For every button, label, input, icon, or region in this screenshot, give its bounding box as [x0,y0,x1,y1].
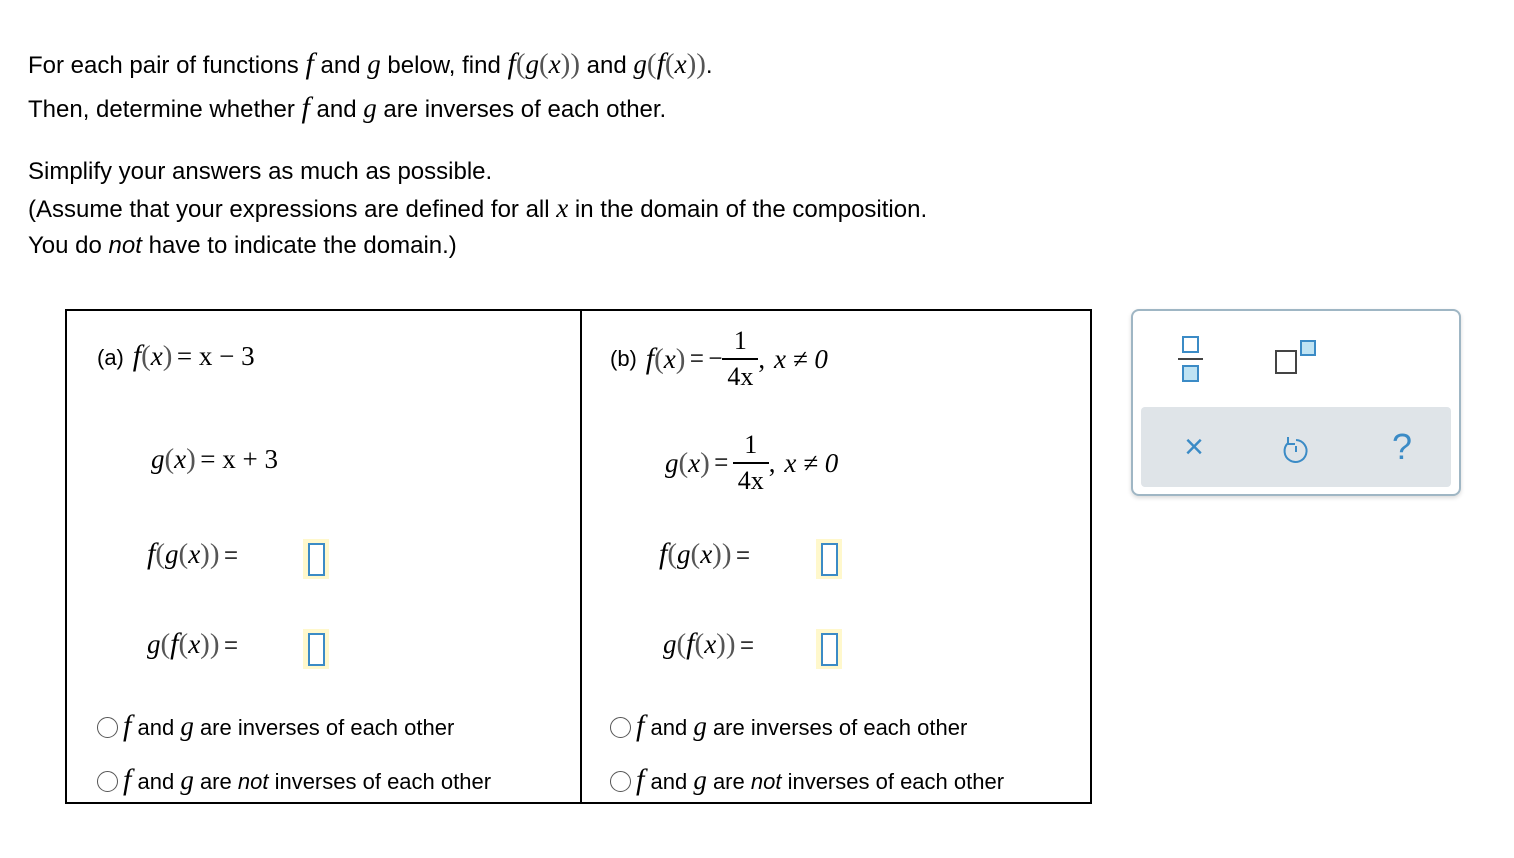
g-symbol: g [180,711,194,741]
equals-sign: = [714,449,729,476]
part-b-f-definition [610,321,828,397]
math-palette [1131,309,1461,496]
x-symbol: x [704,629,717,659]
choice-text: are inverses of each other [199,715,455,740]
g-symbol: g [151,444,165,474]
g-symbol: g [663,629,677,659]
answer-cursor-box [821,543,838,576]
instruction-text: Then, determine whether [28,96,295,123]
fraction-icon-graphic [1173,335,1207,385]
instruction-text: in the domain of the composition. [574,196,928,223]
comma: , [758,343,766,374]
undo-icon[interactable] [1279,429,1313,469]
choice-text: inverses of each other [787,769,1005,794]
paren: ) [716,628,726,660]
instruction-text: (Assume that your expressions are defined for all [28,196,550,223]
part-b-gof-answer-input[interactable] [816,629,842,669]
f-symbol: f [147,537,156,570]
x-symbol: x [663,343,676,374]
paren: ( [694,628,705,660]
part-a-radio-not-inverses[interactable] [97,771,118,792]
x-symbol: x [188,629,201,659]
instruction-text: You do [28,232,102,259]
part-a-f-definition [97,339,255,373]
instruction-line-5 [28,232,457,260]
part-a-gof-label [147,627,238,661]
paren: ( [654,342,664,375]
equals-sign: = [735,542,750,569]
paren: ( [141,340,151,372]
paren: ) [560,48,571,80]
part-b-g-condition: x ≠ 0 [784,447,839,478]
fraction-icon[interactable] [1173,335,1207,385]
part-b-g-fraction [733,431,769,495]
paren: ) [200,628,210,660]
f-symbol: f [656,47,665,80]
f-symbol: f [659,537,668,570]
answer-cursor-box [308,543,325,576]
paren: ) [675,342,686,375]
choice-text: are inverses of each other [712,715,968,740]
paren: ) [186,443,196,475]
instruction-text: are inverses of each other. [383,96,667,123]
comma: , [768,447,776,478]
part-a-fog-answer-input[interactable] [303,539,329,579]
clear-icon[interactable]: × [1184,428,1204,466]
paren: ( [690,538,701,570]
f-symbol: f [636,709,645,742]
paren: ( [155,538,166,570]
paren: ) [209,538,220,570]
x-symbol: x [556,193,569,223]
part-a-choice-not-inverses-label[interactable] [123,763,491,797]
part-a-g-definition [151,443,278,476]
choice-emphasis: not [237,769,269,794]
fraction-bar [733,462,769,464]
part-a-radio-inverses[interactable] [97,717,118,738]
answer-cursor-box [821,633,838,666]
x-symbol: x [548,49,561,79]
g-symbol: g [693,711,707,741]
choice-emphasis: not [750,769,782,794]
equals-sign: = [223,632,238,659]
f-symbol: f [686,627,695,660]
part-b-g-definition [665,425,838,501]
paren: ) [725,628,736,660]
instruction-text: below, find [387,52,501,79]
paren: ) [721,538,732,570]
instruction-emphasis: not [108,232,142,259]
fraction-denominator: 4x [727,362,754,391]
part-b-f-condition: x ≠ 0 [774,343,828,374]
instruction-text: For each pair of functions [28,52,299,79]
paren: ) [700,446,710,479]
part-b-radio-inverses[interactable] [610,717,631,738]
part-a-gof-answer-input[interactable] [303,629,329,669]
choice-text: and [650,769,688,794]
paren: ( [178,628,189,660]
choice-text: are [199,769,232,794]
paren: ( [539,48,549,80]
undo-icon-graphic [1279,429,1313,469]
minus-sign: − [708,345,723,372]
part-a-label: (a) [97,345,124,370]
equals-sign: = [739,632,754,659]
paren: ) [570,48,580,80]
help-icon[interactable]: ? [1391,426,1413,467]
instruction-text: and [320,52,361,79]
fraction-numerator: 1 [733,326,747,355]
part-b-f-fraction [722,327,758,391]
part-b-gof-label [663,627,754,661]
choice-text: and [137,769,175,794]
g-symbol: g [665,447,679,478]
answer-cursor-box [308,633,325,666]
paren: ) [686,48,697,80]
part-a-fog-label [147,537,238,571]
equals-sign: = [689,345,704,372]
instruction-text: have to indicate the domain.) [148,232,457,259]
f-symbol: f [507,47,516,80]
part-b-choice-inverses-label[interactable] [636,709,967,743]
part-a-f-expression: = x − 3 [176,341,255,371]
f-symbol: f [123,709,132,742]
g-symbol: g [677,539,691,569]
part-b-fog-label [659,537,750,571]
superscript-icon[interactable] [1273,337,1321,377]
paren: ( [667,538,678,570]
paren: ) [696,48,706,80]
g-symbol: g [147,629,161,659]
f-symbol: f [305,47,314,80]
choice-text: are [712,769,745,794]
g-symbol: g [165,539,179,569]
paren: ( [664,48,675,80]
g-symbol: g [633,49,647,79]
instruction-line-4 [28,194,927,224]
part-b-radio-not-inverses[interactable] [610,771,631,792]
paren: ( [676,628,687,660]
x-symbol: x [188,539,201,569]
part-a-g-expression: = x + 3 [200,444,278,474]
superscript-icon-graphic [1273,337,1321,377]
x-symbol: x [150,341,163,371]
f-symbol: f [645,342,655,375]
instruction-text: and [586,52,627,79]
choice-text: and [650,715,688,740]
fraction-numerator: 1 [744,430,758,459]
g-symbol: g [693,765,707,795]
fraction-denominator: 4x [737,466,764,495]
f-symbol: f [123,763,132,796]
paren: ) [162,340,173,372]
instruction-text: and [316,96,357,123]
f-symbol: f [170,627,179,660]
x-symbol: x [174,444,187,474]
part-a-choice-inverses-label[interactable] [123,709,454,743]
paren: ) [209,628,220,660]
f-symbol: f [636,763,645,796]
f-symbol: f [132,339,142,372]
x-symbol: x [674,49,687,79]
instruction-line-3: Simplify your answers as much as possible. [28,158,493,185]
choice-text: inverses of each other [274,769,492,794]
x-symbol: x [688,447,701,478]
g-symbol: g [525,49,539,79]
choice-text: and [137,715,175,740]
x-symbol: x [700,539,713,569]
paren: ( [646,48,657,80]
paren: ) [712,538,722,570]
part-b-fog-answer-input[interactable] [816,539,842,579]
f-symbol: f [301,91,310,124]
instruction-line-2 [28,91,667,124]
g-symbol: g [180,765,194,795]
instruction-line-1: For each pair of functions f and g below, find f(g(x)) and g(f(x)). [28,47,713,80]
column-divider [580,311,582,802]
g-symbol: g [363,93,377,123]
equals-sign: = [223,542,238,569]
fraction-bar [722,358,758,360]
problem-table [65,309,1092,804]
paren: ) [200,538,210,570]
part-b-choice-not-inverses-label[interactable] [636,763,1004,797]
part-b-label: (b) [610,346,637,371]
paren: ( [515,48,526,80]
g-symbol: g [367,49,381,79]
paren: ( [678,446,689,479]
paren: ( [160,628,171,660]
paren: ( [178,538,189,570]
paren: ( [164,443,175,475]
